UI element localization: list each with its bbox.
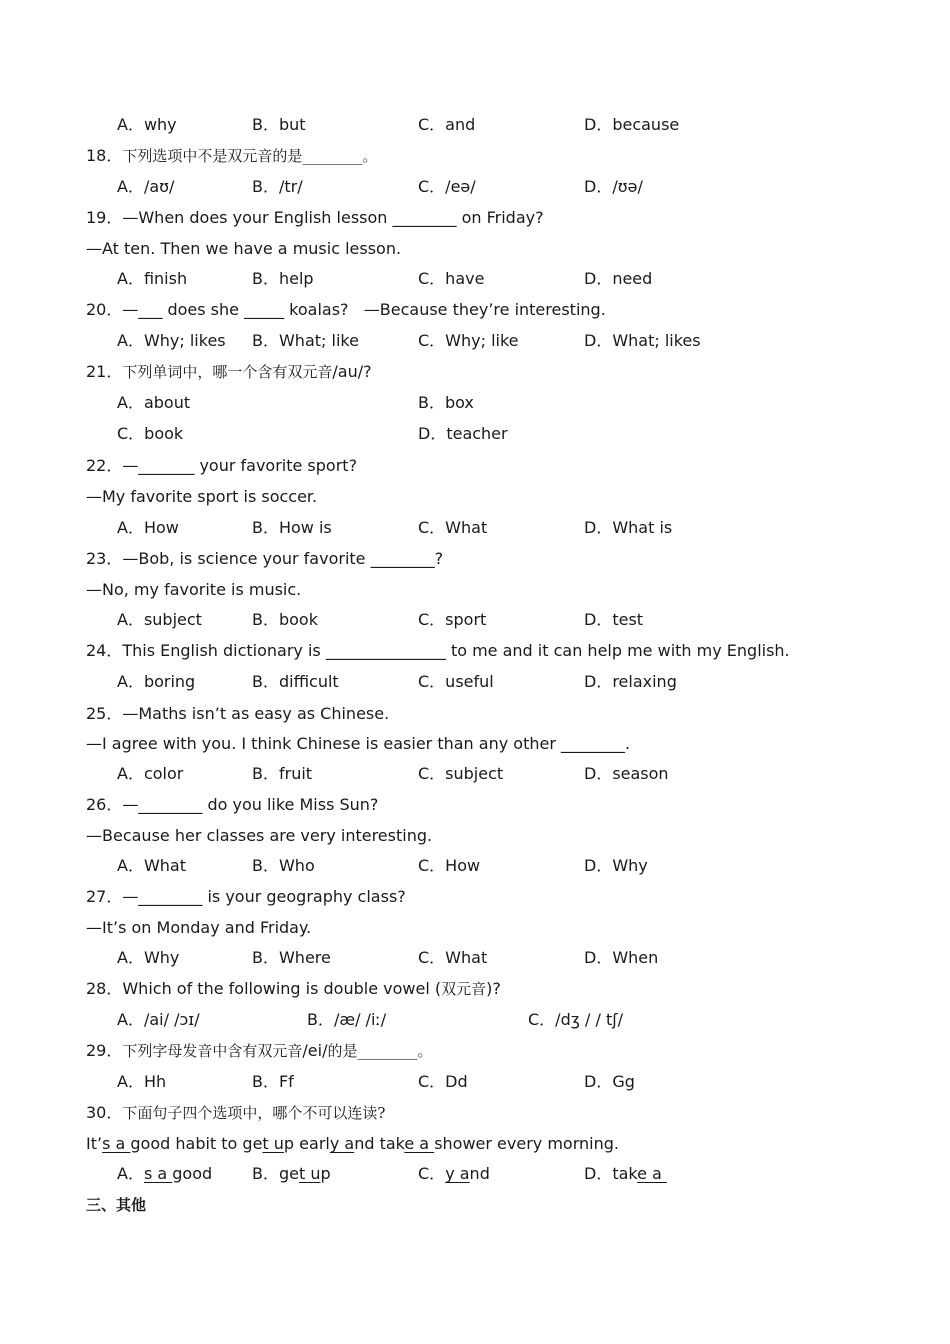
q29-phonetic: /ei/	[302, 1041, 328, 1060]
sentence-part: p earl	[283, 1134, 330, 1153]
linking-underline: y a	[445, 1164, 470, 1183]
q21-number: 21．	[86, 362, 123, 381]
q26-option-a[interactable]: A．What	[117, 856, 186, 875]
q28-chinese-term: 双元音	[441, 980, 487, 998]
q30-option-b[interactable]	[252, 1164, 331, 1184]
option-text: p	[320, 1164, 331, 1183]
q30-option-d[interactable]	[584, 1164, 667, 1184]
q26-reply: —Because her classes are very interesting.	[86, 826, 433, 845]
linking-underline: e a	[404, 1134, 435, 1153]
q17-option-c[interactable]: C．and	[418, 115, 476, 134]
q24-option-d[interactable]: D．relaxing	[584, 672, 677, 691]
q27-option-d[interactable]: D．When	[584, 948, 659, 967]
q22-option-c[interactable]: C．What	[418, 518, 488, 537]
linking-underline: t u	[298, 1164, 321, 1183]
q28-stem	[86, 979, 501, 999]
q30-stem	[86, 1103, 385, 1123]
q24-option-a[interactable]: A．boring	[117, 672, 196, 691]
q24-option-b[interactable]: B．difficult	[252, 672, 339, 691]
linking-underline: y a	[329, 1134, 355, 1153]
sentence-part: shower every morning.	[434, 1134, 619, 1153]
q28-text: 28．Which of the following is double vowel (	[86, 979, 442, 998]
q22-option-a[interactable]: A．How	[117, 518, 179, 537]
q30-text: 下面句子四个选项中，哪个不可以连读?	[122, 1104, 386, 1122]
q24-stem: 24．This English dictionary is _______________ to me and it can help me with my English.	[86, 641, 790, 660]
q23-stem: 23．—Bob, is science your favorite ________?	[86, 549, 444, 568]
q25-option-d[interactable]: D．season	[584, 764, 669, 783]
q26-option-b[interactable]: B．Who	[252, 856, 315, 875]
q18-stem	[86, 146, 377, 166]
q25-stem: 25．—Maths isn’t as easy as Chinese.	[86, 704, 390, 723]
section-heading: 三、其他	[86, 1196, 147, 1214]
q19-stem: 19．—When does your English lesson ________ on Friday?	[86, 208, 544, 227]
q19-option-d[interactable]: D．need	[584, 269, 653, 288]
q23-option-b[interactable]: B．book	[252, 610, 318, 629]
sentence-part: It’	[86, 1134, 103, 1153]
linking-underline: s a	[143, 1164, 173, 1183]
q30-number: 30．	[86, 1103, 123, 1122]
q22-stem: 22．—_______ your favorite sport?	[86, 456, 358, 475]
q23-option-d[interactable]: D．test	[584, 610, 644, 629]
q29-text: 下列字母发音中含有双元音	[122, 1042, 303, 1060]
q30-sentence	[86, 1134, 619, 1154]
linking-underline: t u	[262, 1134, 284, 1153]
q27-stem: 27．—________ is your geography class?	[86, 887, 406, 906]
q17-option-d[interactable]: D．because	[584, 115, 680, 134]
q22-option-b[interactable]: B．How is	[252, 518, 332, 537]
q21-text: 下列单词中，哪一个含有双元音	[122, 363, 333, 381]
q28-option-b[interactable]: B．/æ/ /iː/	[307, 1010, 387, 1029]
q30-option-a[interactable]	[117, 1164, 212, 1184]
q19-reply: —At ten. Then we have a music lesson.	[86, 239, 402, 258]
q19-option-b[interactable]: B．help	[252, 269, 314, 288]
q17-option-a[interactable]: A．why	[117, 115, 177, 134]
q29-stem	[86, 1041, 432, 1061]
q21-stem	[86, 362, 372, 382]
option-text: C．	[418, 1164, 446, 1183]
q29-number: 29．	[86, 1041, 123, 1060]
q18-option-c[interactable]: C．/eə/	[418, 177, 476, 196]
q25-option-b[interactable]: B．fruit	[252, 764, 313, 783]
linking-underline: e a	[637, 1164, 667, 1183]
q17-option-b[interactable]: B．but	[252, 115, 306, 134]
q26-option-c[interactable]: C．How	[418, 856, 481, 875]
option-text: good	[172, 1164, 213, 1183]
q29-text-end: 的是________。	[327, 1042, 433, 1060]
q28-option-c[interactable]: C．/dʒ / / tʃ/	[528, 1010, 624, 1029]
sentence-part: nd tak	[354, 1134, 405, 1153]
sentence-part: good habit to ge	[130, 1134, 263, 1153]
q25-option-a[interactable]: A．color	[117, 764, 184, 783]
q25-reply: —I agree with you. I think Chinese is easier than any other ________.	[86, 734, 631, 753]
q18-option-a[interactable]: A．/aʊ/	[117, 177, 175, 196]
q28-tail: )?	[486, 979, 501, 998]
q27-reply: —It’s on Monday and Friday.	[86, 918, 312, 937]
q29-option-b[interactable]: B．Ff	[252, 1072, 294, 1091]
q20-stem: 20．—___ does she _____ koalas? —Because they’re interesting.	[86, 300, 606, 319]
q18-option-b[interactable]: B．/tr/	[252, 177, 303, 196]
q27-option-a[interactable]: A．Why	[117, 948, 180, 967]
q24-option-c[interactable]: C．useful	[418, 672, 494, 691]
q30-option-c[interactable]	[418, 1164, 490, 1184]
q21-option-d[interactable]: D．teacher	[418, 424, 508, 443]
q21-option-a[interactable]: A．about	[117, 393, 191, 412]
q25-option-c[interactable]: C．subject	[418, 764, 504, 783]
option-text: D．tak	[584, 1164, 638, 1183]
q26-option-d[interactable]: D．Why	[584, 856, 648, 875]
q22-option-d[interactable]: D．What is	[584, 518, 673, 537]
q26-stem: 26．—________ do you like Miss Sun?	[86, 795, 379, 814]
q22-reply: —My favorite sport is soccer.	[86, 487, 318, 506]
q20-option-c[interactable]: C．Why; like	[418, 331, 519, 350]
q28-option-a[interactable]: A．/ai/ /ɔɪ/	[117, 1010, 200, 1029]
q18-number: 18．	[86, 146, 123, 165]
q20-option-a[interactable]: A．Why; likes	[117, 331, 226, 350]
option-text: A．	[117, 1164, 144, 1183]
q23-option-a[interactable]: A．subject	[117, 610, 202, 629]
q27-option-c[interactable]: C．What	[418, 948, 488, 967]
q20-option-b[interactable]: B．What; like	[252, 331, 359, 350]
q18-text: 下列选项中不是双元音的是________。	[122, 147, 378, 165]
q29-option-a[interactable]: A．Hh	[117, 1072, 167, 1091]
q20-option-d[interactable]: D．What; likes	[584, 331, 701, 350]
q21-option-b[interactable]: B．box	[418, 393, 474, 412]
q18-option-d[interactable]: D．/ʊə/	[584, 177, 643, 196]
linking-underline: s a	[102, 1134, 131, 1153]
option-text: B．ge	[252, 1164, 299, 1183]
q23-option-c[interactable]: C．sport	[418, 610, 487, 629]
q21-option-c[interactable]: C．book	[117, 424, 184, 443]
q27-option-b[interactable]: B．Where	[252, 948, 331, 967]
q29-option-c[interactable]: C．Dd	[418, 1072, 468, 1091]
q29-option-d[interactable]: D．Gg	[584, 1072, 635, 1091]
q21-tail: /au/?	[332, 362, 372, 381]
option-text: nd	[469, 1164, 490, 1183]
q19-option-a[interactable]: A．finish	[117, 269, 188, 288]
q23-reply: —No, my favorite is music.	[86, 580, 302, 599]
q19-option-c[interactable]: C．have	[418, 269, 485, 288]
